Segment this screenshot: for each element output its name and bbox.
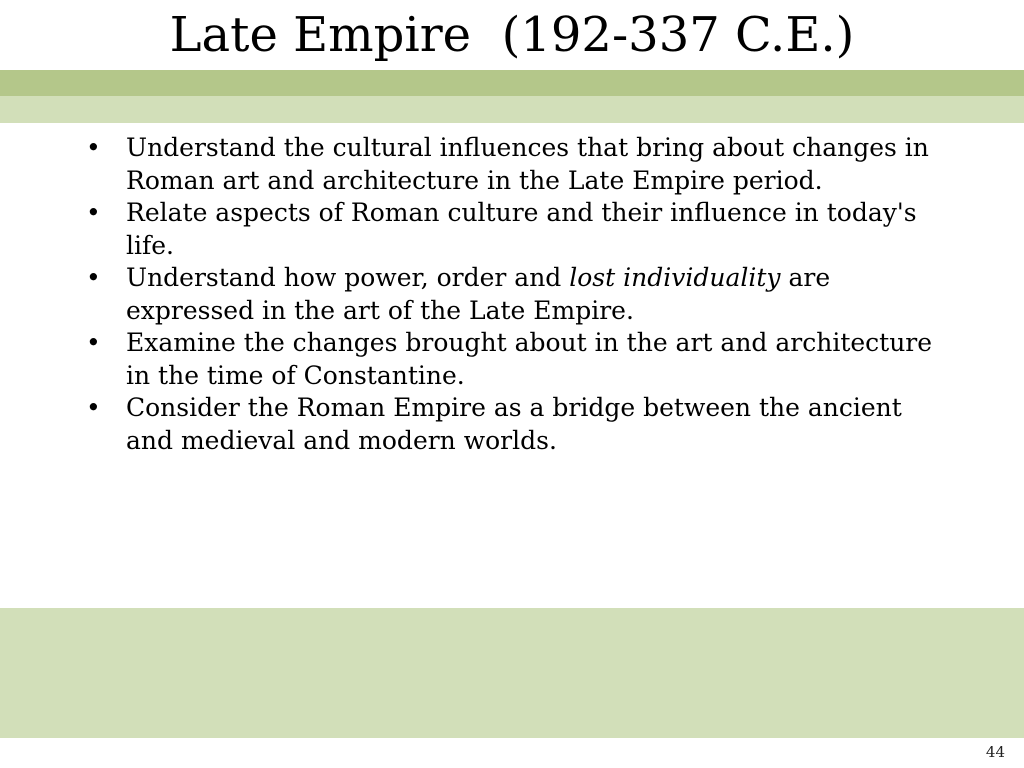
bullet-text-after: are expressed in the art of the Late Empire. <box>126 263 831 325</box>
bullet-text-before: Understand how power, order and <box>126 263 570 292</box>
title-band-dark <box>0 70 1024 96</box>
bullet-icon: • <box>86 133 101 162</box>
bullet-item <box>84 392 954 457</box>
title-band-light <box>0 96 1024 123</box>
bullet-text: Examine the changes brought about in the art and architecture in the time of Constantine. <box>126 328 933 390</box>
bullet-text-emphasis: lost individuality <box>569 263 781 292</box>
bullet-item <box>84 197 954 262</box>
page-number: 44 <box>985 743 1005 761</box>
bullet-text: Understand the cultural influences that bring about changes in Roman art and architecture in the Late Empire period. <box>126 133 929 195</box>
bullet-icon: • <box>86 198 101 227</box>
bullet-list <box>84 132 954 457</box>
bullet-text: Consider the Roman Empire as a bridge between the ancient and medieval and modern worlds. <box>126 393 902 455</box>
bullet-text: Relate aspects of Roman culture and their influence in today's life. <box>126 198 917 260</box>
bottom-panel <box>0 608 1024 738</box>
bullet-icon: • <box>86 263 101 292</box>
bullet-icon: • <box>86 393 101 422</box>
bullet-item <box>84 262 954 327</box>
bullet-item <box>84 327 954 392</box>
bullet-icon: • <box>86 328 101 357</box>
slide-title: Late Empire (192-337 C.E.) <box>169 7 855 63</box>
bullet-item <box>84 132 954 197</box>
